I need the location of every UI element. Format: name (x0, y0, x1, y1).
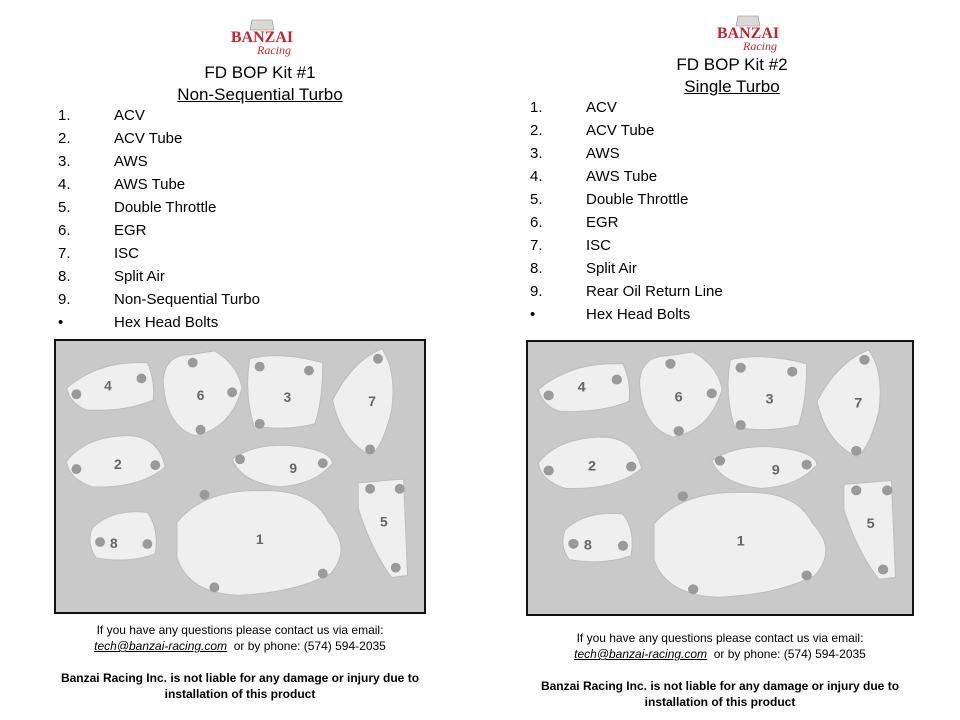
list-item (530, 119, 930, 142)
plate-8 (90, 512, 156, 560)
list-item-number: 7. (530, 237, 543, 254)
list-item-number: 3. (58, 153, 71, 170)
plate-label-3: 3 (765, 390, 774, 407)
banzai-racing-logo (698, 12, 798, 56)
list-item-number: 8. (58, 268, 71, 285)
list-item-number: • (58, 314, 64, 331)
plates-photo (526, 340, 914, 616)
list-item-label: ISC (586, 237, 612, 254)
list-item (530, 142, 930, 165)
list-item-number: 5. (58, 199, 71, 216)
email-link[interactable]: tech@banzai-racing.com (94, 639, 228, 653)
list-item-label: Non-Sequential Turbo (114, 291, 260, 308)
plate-label-7: 7 (368, 394, 376, 410)
kit-2-panel (480, 0, 960, 720)
phone-text: or by phone: (574) 594-2035 (233, 639, 386, 653)
list-item-number: • (530, 306, 536, 323)
plate-9 (712, 447, 817, 489)
list-item-number: 9. (58, 291, 71, 308)
plate-label-6: 6 (674, 388, 683, 405)
contact-line: If you have any questions please contact us via email: (96, 623, 384, 637)
plate-label-8: 8 (110, 535, 118, 551)
logo-brand-top: BANZAI (230, 29, 294, 46)
plate-label-5: 5 (380, 514, 388, 530)
phone-text: or by phone: (574) 594-2035 (713, 647, 866, 661)
plate-label-2: 2 (113, 457, 122, 473)
list-item-number: 8. (530, 260, 543, 277)
list-item-label: Double Throttle (114, 199, 217, 216)
list-item-number: 1. (530, 99, 543, 116)
plates-illustration (56, 341, 424, 612)
list-item (58, 104, 458, 127)
list-item-number: 4. (530, 168, 543, 185)
contact-line: If you have any questions please contact us via email: (576, 631, 864, 645)
list-item-label: AWS Tube (586, 168, 658, 185)
plates-illustration (528, 342, 912, 614)
list-item-label: Hex Head Bolts (586, 306, 691, 323)
logo-brand-top: BANZAI (716, 25, 780, 42)
list-item-label: ISC (114, 245, 140, 262)
logo-brand-bottom: Racing (257, 43, 291, 57)
plates-photo (54, 339, 426, 614)
list-item-number: 1. (58, 107, 71, 124)
plate-label-4: 4 (104, 378, 112, 394)
list-item (58, 173, 458, 196)
list-item-number: 5. (530, 191, 543, 208)
plate-label-3: 3 (283, 390, 292, 406)
list-item-label: Rear Oil Return Line (586, 283, 723, 300)
plate-label-1: 1 (255, 532, 264, 548)
list-item (58, 219, 458, 242)
list-item-label: ACV Tube (586, 122, 655, 139)
kit-title (582, 54, 882, 98)
plate-7 (817, 350, 880, 457)
list-item-number: 3. (530, 145, 543, 162)
contact-info (510, 630, 930, 662)
list-item-number: 4. (58, 176, 71, 193)
disclaimer: Banzai Racing Inc. is not liable for any damage or injury due to installation of this product (60, 671, 420, 701)
list-item-label: Split Air (586, 260, 637, 277)
list-item-label: EGR (586, 214, 619, 231)
list-item-label: Hex Head Bolts (114, 314, 219, 331)
list-item (58, 242, 458, 265)
list-item (530, 303, 930, 326)
banzai-racing-logo (212, 16, 312, 60)
kit-title (110, 62, 410, 106)
list-item-number: 2. (58, 130, 71, 147)
email-link[interactable]: tech@banzai-racing.com (574, 647, 708, 661)
plate-label-9: 9 (771, 461, 780, 478)
contact-info (30, 622, 450, 654)
parts-list (530, 96, 930, 326)
list-item-label: ACV Tube (114, 130, 183, 147)
plate-label-7: 7 (854, 394, 863, 411)
list-item (530, 165, 930, 188)
list-item-number: 6. (58, 222, 71, 239)
plate-label-9: 9 (289, 461, 298, 477)
plate-7 (333, 349, 393, 455)
list-item-label: EGR (114, 222, 147, 239)
list-item (58, 265, 458, 288)
list-item-label: AWS (586, 145, 620, 162)
plate-label-4: 4 (577, 378, 586, 395)
list-item-label: ACV (586, 99, 617, 116)
plate-label-5: 5 (866, 515, 875, 531)
plate-label-6: 6 (196, 388, 205, 404)
list-item-label: Double Throttle (586, 191, 689, 208)
list-item-label: AWS (114, 153, 148, 170)
list-item (530, 188, 930, 211)
list-item (58, 150, 458, 173)
disclaimer: Banzai Racing Inc. is not liable for any damage or injury due to installation of this product (540, 679, 900, 709)
plate-label-1: 1 (736, 533, 745, 549)
list-item (58, 288, 458, 311)
plate-8 (563, 513, 632, 561)
logo-brand-bottom: Racing (743, 39, 777, 53)
list-item-number: 6. (530, 214, 543, 231)
list-item (58, 196, 458, 219)
parts-list (58, 104, 458, 334)
kit-subtitle: Single Turbo (684, 77, 780, 96)
list-item (530, 96, 930, 119)
list-item (58, 127, 458, 150)
kit-title-text: FD BOP Kit #1 (204, 63, 316, 82)
plate-9 (232, 445, 333, 487)
list-item-number: 2. (530, 122, 543, 139)
plate-label-8: 8 (583, 536, 592, 553)
list-item (58, 311, 458, 334)
list-item-label: AWS Tube (114, 176, 186, 193)
list-item-label: ACV (114, 107, 145, 124)
list-item (530, 234, 930, 257)
kit-subtitle: Non-Sequential Turbo (177, 85, 343, 104)
list-item-number: 9. (530, 283, 543, 300)
plate-label-2: 2 (587, 457, 597, 474)
list-item (530, 211, 930, 234)
list-item-label: Split Air (114, 268, 165, 285)
list-item-number: 7. (58, 245, 71, 262)
list-item (530, 257, 930, 280)
list-item (530, 280, 930, 303)
kit-title-text: FD BOP Kit #2 (676, 55, 788, 74)
